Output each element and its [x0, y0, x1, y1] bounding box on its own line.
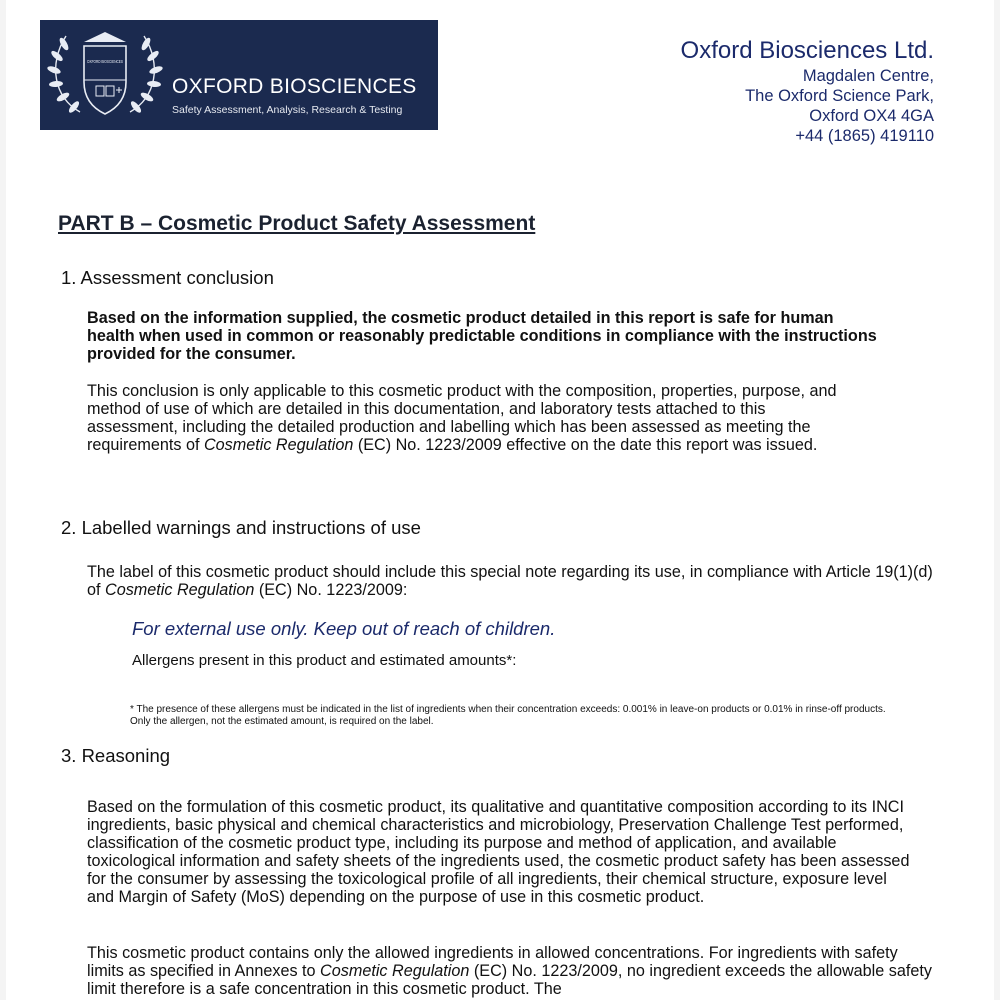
conclusion-scope-paragraph: [87, 382, 847, 454]
allergen-footnote: * The presence of these allergens must be indicated in the list of ingredients when their concentration exceeds: 0.001% in leave-on products or 0.01% in rinse-off products. Only the allergen, not the estimated amount, is required on the label.: [130, 704, 886, 727]
label-requirement-paragraph: [87, 563, 937, 599]
address-line: Oxford OX4 4GA: [809, 107, 934, 125]
laurel-crest-icon: [40, 20, 170, 130]
text-run: The label of this cosmetic product should include this special note regarding its use, in compliance with Article 19(1)(d) of: [87, 563, 933, 599]
text-run: (EC) No. 1223/2009:: [254, 581, 408, 599]
section-heading-reasoning: 3. Reasoning: [61, 745, 171, 766]
text-run: (EC) No. 1223/2009 effective on the date this report was issued.: [353, 436, 818, 454]
allowed-ingredients-paragraph: [87, 944, 937, 998]
company-logo: [40, 20, 438, 130]
section-heading-labelled-warnings: 2. Labelled warnings and instructions of use: [61, 517, 421, 538]
emblem-text: OXFORD BIOSCIENCES: [87, 59, 124, 64]
document-page: [6, 0, 994, 1000]
section-heading-assessment-conclusion: 1. Assessment conclusion: [61, 267, 274, 288]
address-line: Magdalen Centre,: [802, 67, 934, 85]
logo-tagline: Safety Assessment, Analysis, Research & Testing: [172, 104, 403, 116]
allergens-label: Allergens present in this product and estimated amounts*:: [132, 652, 517, 669]
company-address: [681, 36, 934, 146]
usage-warning-note: For external use only. Keep out of reach of children.: [132, 618, 556, 639]
phone-number: +44 (1865) 419110: [795, 127, 934, 145]
part-title: PART B – Cosmetic Product Safety Assessment: [58, 212, 536, 235]
address-line: The Oxford Science Park,: [745, 87, 934, 105]
regulation-name: Cosmetic Regulation: [320, 962, 470, 980]
regulation-name: Cosmetic Regulation: [203, 436, 354, 454]
company-name: Oxford Biosciences Ltd.: [680, 37, 934, 64]
text-run: This conclusion is only applicable to this cosmetic product with the composition, properties, purpose, and method of use of which are detailed in this documentation, and laboratory tests attached to this assessment, including the detailed production and labelling which has been assessed as meeting the requirements of: [87, 382, 837, 454]
logo-wordmark: OXFORD BIOSCIENCES: [172, 75, 417, 98]
conclusion-statement: Based on the information supplied, the cosmetic product detailed in this report is safe for human health when used in common or reasonably predictable conditions in compliance with the instructions provided for the consumer.: [87, 309, 877, 363]
reasoning-paragraph: Based on the formulation of this cosmetic product, its qualitative and quantitative composition according to its INCI ingredients, basic physical and chemical characteristics and microbiology, Preservation Challenge Test performed, classification of the cosmetic product type, including its purpose and method of application, and available toxicological information and safety sheets of the ingredients used, the cosmetic product safety has been assessed for the consumer by assessing the toxicological profile of all ingredients, their chemical structure, exposure level and Margin of Safety (MoS) depending on the purpose of use in this cosmetic product.: [87, 798, 910, 906]
regulation-name: Cosmetic Regulation: [105, 581, 255, 599]
text-run: This cosmetic product contains only the allowed ingredients in allowed concentrations. For ingredients with safety limits as specified in Annexes to: [87, 944, 898, 980]
text-run: (EC) No. 1223/2009, no ingredient exceeds the allowable safety limit therefore is a safe concentration in this cosmetic product. The: [87, 962, 932, 998]
